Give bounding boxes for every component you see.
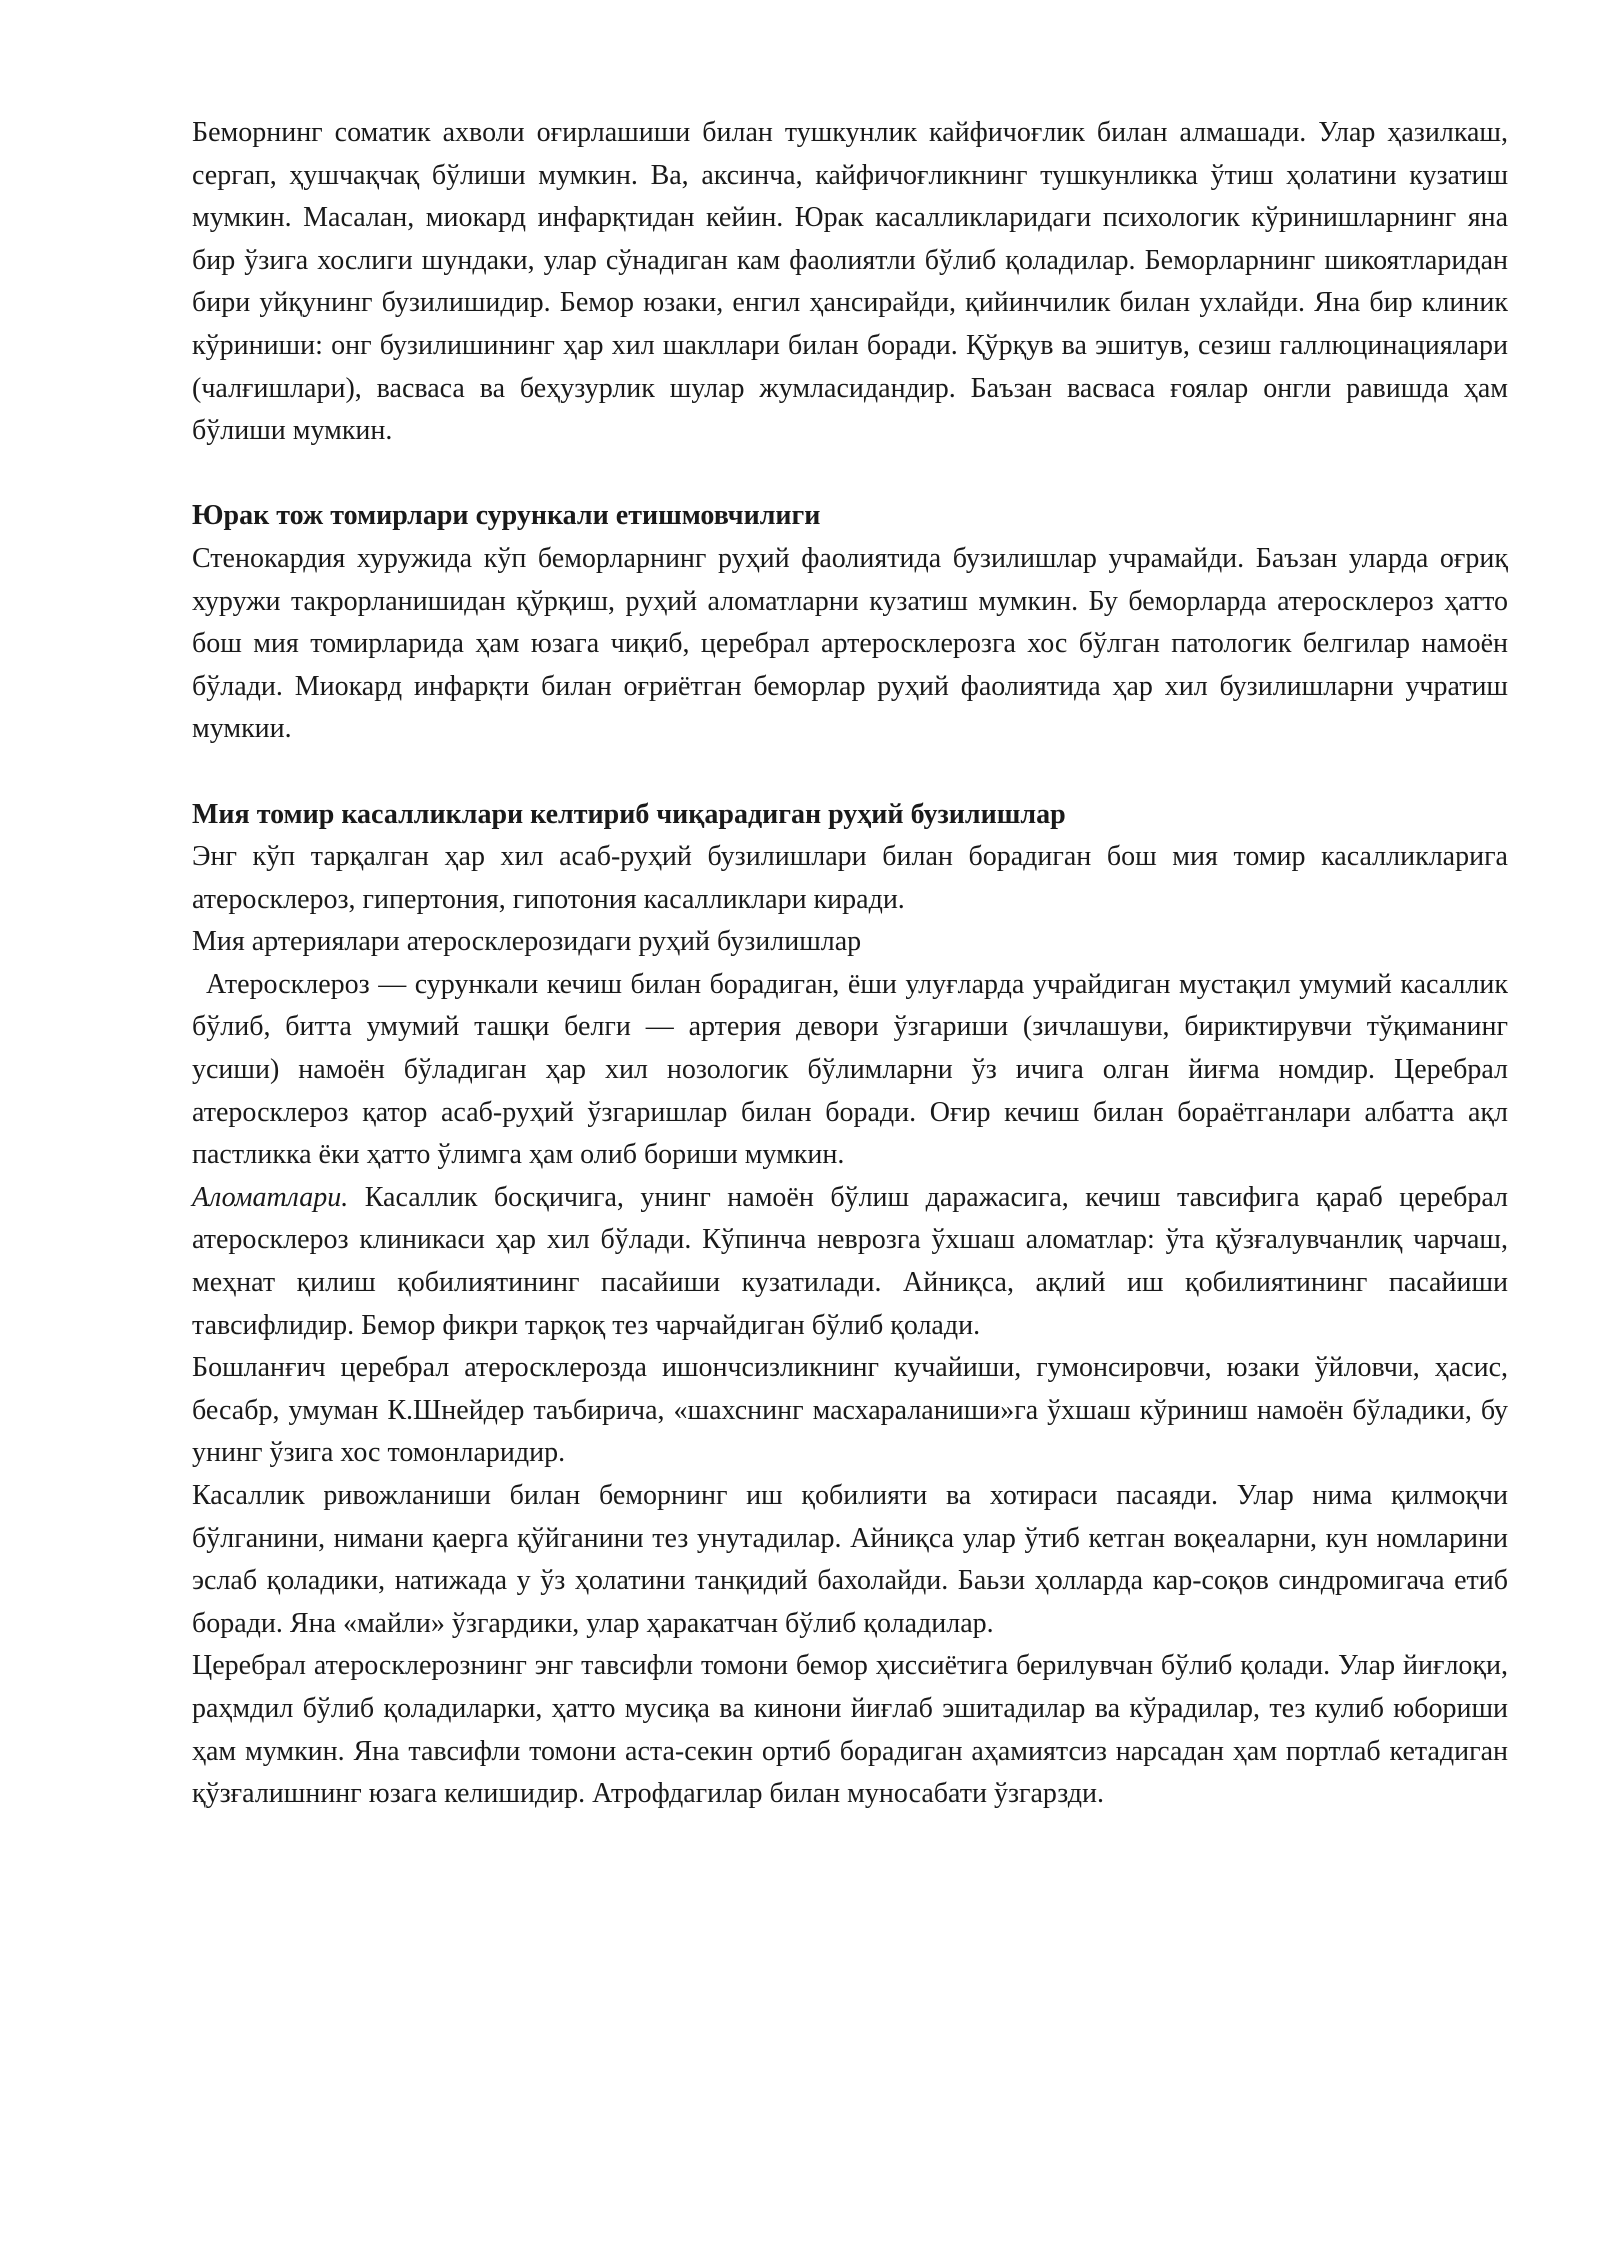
paragraph-somatic-state: Беморнинг соматик ахволи оғирлашиши билан тушкунлик кайфичоғлик билан алмашади. Улар ҳазилкаш, сергап, ҳушчақчақ бўлиши мумкин. Ва, аксинча, кайфичоғликнинг тушкунликка ўтиш ҳолатини кузатиш мумкин. Масалан, миокард инфарқтидан кейин. Юрак касалликларидаги психологик кўринишларнинг яна бир ўзига хослиги шундаки, улар сўнадиган кам фаолиятли бўлиб қоладилар. Беморларнинг шикоятларидан бири уйқунинг бузилишидир. Бемор юзаки, енгил ҳансирайди, қийинчилик билан ухлайди. Яна бир клиник кўриниши: онг бузилишининг ҳар хил шакллари билан боради. Қўрқув ва эшитув, сезиш галлюцинациялари (чалғишлари), васваса ва беҳузурлик шулар жумласидандир. Баъзан васваса ғоялар онгли равишда ҳам бўлиши мумкин.: [192, 117, 1508, 447]
document-page: [192, 112, 1508, 1816]
blank-line: [192, 453, 1508, 496]
paragraph-stenocardia: Стенокардия хуружида кўп беморларнинг руҳий фаолиятида бузилишлар учрамайди. Баъзан уларда оғриқ хуружи такрорланишидан қўрқиш, руҳий аломатларни кузатиш мумкин. Бу беморларда атеросклероз ҳатто бош мия томирларида ҳам юзага чиқиб, церебрал артеросклерозга хос бўлган патологик белгилар намоён бўлади. Миокард инфарқти билан оғриётган беморлар руҳий фаолиятида ҳар хил бузилишларни учратиш мумкии.: [192, 542, 1508, 745]
heading-coronary-insufficiency: Юрак тож томирлари сурункали етишмовчилиги: [192, 500, 821, 532]
symptoms-lead: Аломатлари.: [192, 1181, 349, 1213]
heading-cerebrovascular-disorders: Мия томир касалликлари келтириб чиқарадиган руҳий бузилишлар: [192, 798, 1066, 830]
paragraph-symptoms: [192, 1177, 1508, 1347]
paragraph-common-diseases: Энг кўп тарқалган ҳар хил асаб-руҳий бузилишлари билан борадиган бош мия томир касалликларига атеросклероз, гипертония, гипотония касалликлари киради.: [192, 841, 1508, 915]
paragraph-initial-stage: Бошланғич церебрал атеросклерозда ишончсизликнинг кучайиши, гумонсировчи, юзаки ўйловчи, ҳасис, бесабр, умуман К.Шнейдер таъбирича, «шахснинг масхараланиши»га ўхшаш кўриниш намоён бўладики, бу унинг ўзига хос томонларидир.: [192, 1352, 1508, 1469]
paragraph-progression: Касаллик ривожланиши билан беморнинг иш қобилияти ва хотираси пасаяди. Улар нима қилмоқчи бўлганини, нимани қаерга қўйганини тез унутадилар. Айниқса улар ўтиб кетган воқеаларни, кун номларини эслаб қоладики, натижада у ўз ҳолатини танқидий бахолайди. Баьзи ҳолларда кар-соқов синдромигача етиб боради. Яна «майли» ўзгардики, улар ҳаракатчан бўлиб қоладилар.: [192, 1480, 1508, 1639]
subheading-atherosclerosis: Мия артериялари атеросклерозидаги руҳий бузилишлар: [192, 926, 862, 958]
paragraph-atherosclerosis-definition: Атеросклероз — сурункали кечиш билан борадиган, ёши улуғларда учрайдиган мустақил умумий касаллик бўлиб, битта умумий ташқи белги — артерия девори ўзгариши (зичлашуви, бириктирувчи тўқиманинг усиши) намоён бўладиган ҳар хил нозологик бўлимларни ўз ичига олган йиғма номдир. Церебрал атеросклероз қатор асаб-руҳий ўзгаришлар билан боради. Оғир кечиш билан бораётганлари албатта ақл пастликка ёки ҳатто ўлимга ҳам олиб бориши мумкин.: [192, 968, 1508, 1171]
symptoms-text: Касаллик босқичига, унинг намоён бўлиш даражасига, кечиш тавсифига қараб церебрал атеросклероз клиникаси ҳар хил бўлади. Кўпинча неврозга ўхшаш аломатлар: ўта қўзғалувчанлиқ чарчаш, меҳнат қилиш қобилиятининг пасайиши кузатилади. Айниқса, ақлий иш қобилиятининг пасайиши тавсифлидир. Бемор фикри тарқоқ тез чарчайдиган бўлиб қолади.: [192, 1181, 1508, 1341]
paragraph-emotional-lability: Церебрал атеросклерознинг энг тавсифли томони бемор ҳиссиётига берилувчан бўлиб қолади. Улар йиғлоқи, раҳмдил бўлиб қоладиларки, ҳатто мусиқа ва кинони йиғлаб эшитадилар ва кўрадилар, тез кулиб юбориши ҳам мумкин. Яна тавсифли томони аста-секин ортиб борадиган аҳамиятсиз нарсадан ҳам портлаб кетадиган қўзғалишнинг юзага келишидир. Атрофдагилар билан муносабати ўзгарзди.: [192, 1650, 1508, 1810]
blank-line: [192, 751, 1508, 794]
